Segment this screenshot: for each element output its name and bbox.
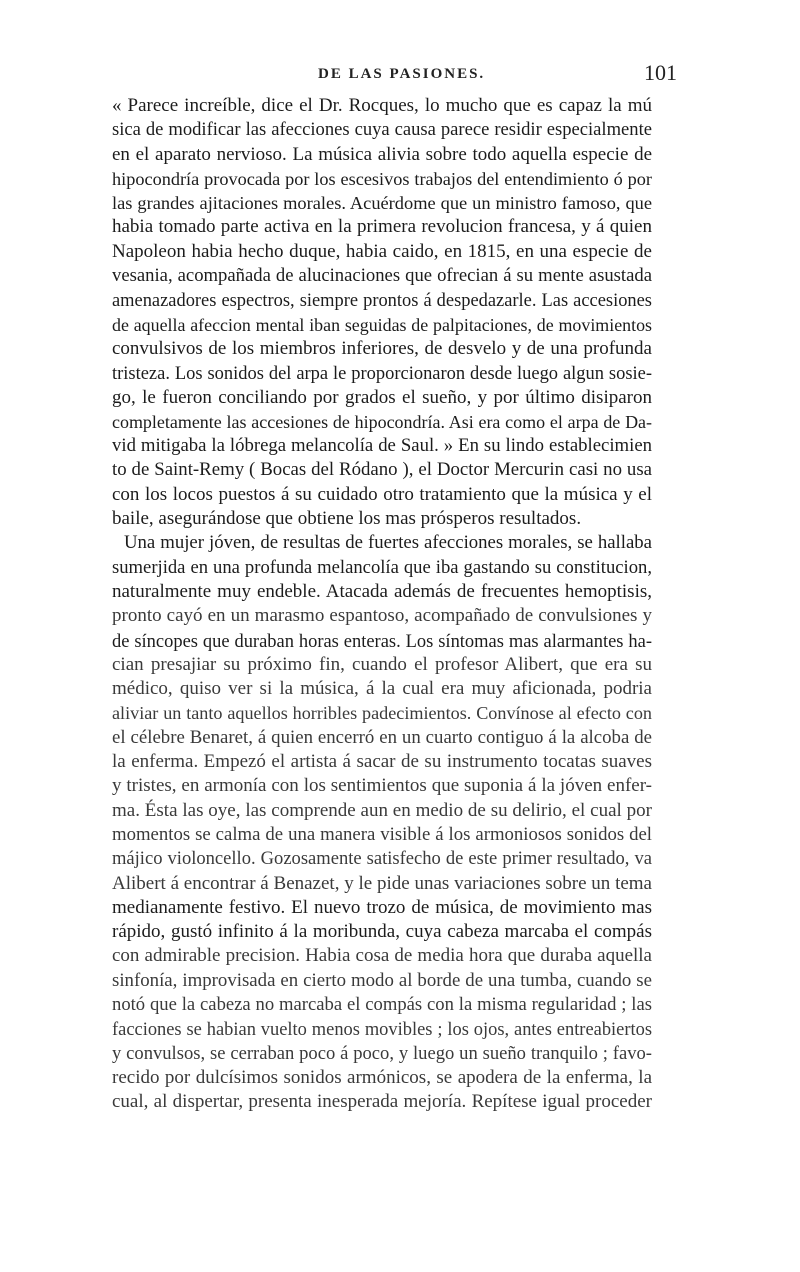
text-line: vesania, acompañada de alucinaciones que ofrecian á su mente asustada — [112, 265, 652, 287]
text-line: momentos se calma de una manera visible á los armoniosos sonidos del — [112, 823, 652, 845]
paragraph-1 — [112, 94, 652, 531]
text-line: sinfonía, improvisada en cierto modo al borde de una tumba, cuando se — [112, 969, 652, 991]
text-line: y tristes, en armonía con los sentimientos que suponia á la jóven enfer- — [112, 775, 652, 797]
text-line: facciones se habian vuelto menos movibles ; los ojos, antes entreabiertos — [112, 1019, 652, 1040]
text-line: con admirable precision. Habia cosa de media hora que duraba aquella — [112, 945, 652, 967]
text-line: « Parece increíble, dice el Dr. Rocques, lo mucho que es capaz la mú — [112, 95, 652, 116]
text-line: tristeza. Los sonidos del arpa le proporcionaron desde luego algun sosie- — [112, 363, 652, 384]
text-line: sumerjida en una profunda melancolía que iba gastando su constitucion, — [112, 556, 652, 578]
text-line: ma. Ésta las oye, las comprende aun en medio de su delirio, el cual por — [112, 799, 652, 821]
text-line: completamente las accesiones de hipocondría. Asi era como el arpa de Da- — [112, 411, 652, 432]
text-line: de aquella afeccion mental iban seguidas de palpitaciones, de movimientos — [112, 314, 652, 335]
text-line: amenazadores espectros, siempre prontos á despedazarle. Las accesiones — [112, 290, 652, 311]
text-line: Una mujer jóven, de resultas de fuertes afecciones morales, se hallaba — [124, 532, 652, 554]
page-number: 101 — [644, 60, 677, 85]
text-line: habia tomado parte activa en la primera revolucion francesa, y á quien — [112, 216, 652, 238]
text-line: sica de modificar las afecciones cuya causa parece residir especialmente — [112, 119, 652, 141]
text-line: to de Saint-Remy ( Bocas del Ródano ), el Doctor Mercurin casi no usa — [112, 459, 652, 481]
text-line: con los locos puestos á su cuidado otro tratamiento que la música y el — [112, 483, 652, 505]
text-line: pronto cayó en un marasmo espantoso, acompañado de convulsiones y — [112, 605, 652, 627]
text-line: recido por dulcísimos sonidos armónicos, se apodera de la enferma, la — [112, 1066, 652, 1088]
running-head: DE LAS PASIONES. — [318, 66, 486, 82]
text-line: el célebre Benaret, á quien encerró en un cuarto contiguo á la alcoba de — [112, 726, 652, 748]
text-line: cual, al dispertar, presenta inesperada mejoría. Repítese igual proceder — [112, 1091, 652, 1113]
text-line: májico violoncello. Gozosamente satisfecho de este primer resultado, va — [112, 848, 652, 870]
text-line: hipocondría provocada por los escesivos trabajos del entendimiento ó por — [112, 168, 652, 189]
text-line: convulsivos de los miembros inferiores, de desvelo y de una profunda — [112, 337, 652, 359]
text-line: las grandes ajitaciones morales. Acuérdome que un ministro famoso, que — [112, 193, 652, 214]
body-text — [112, 94, 652, 1114]
text-line: rápido, gustó infinito á la moribunda, cuya cabeza marcaba el compás — [112, 921, 652, 943]
text-line: y convulsos, se cerraban poco á poco, y luego un sueño tranquilo ; favo- — [112, 1042, 652, 1064]
text-line: medianamente festivo. El nuevo trozo de música, de movimiento mas — [112, 896, 652, 918]
text-line: notó que la cabeza no marcaba el compás con la misma regularidad ; las — [112, 993, 652, 1015]
text-line: go, le fueron conciliando por grados el sueño, y por último disiparon — [112, 386, 652, 408]
text-line: cian presajiar su próximo fin, cuando el profesor Alibert, que era su — [112, 653, 652, 675]
text-line: la enferma. Empezó el artista á sacar de su instrumento tocatas suaves — [112, 751, 652, 773]
text-line: médico, quiso ver si la música, á la cual era muy aficionada, podria — [112, 678, 652, 700]
text-line: vid mitigaba la lóbrega melancolía de Saul. » En su lindo establecimien — [112, 435, 652, 457]
text-line: aliviar un tanto aquellos horribles padecimientos. Convínose al efecto con — [112, 703, 652, 724]
text-line: de síncopes que duraban horas enteras. Los síntomas mas alarmantes ha- — [112, 630, 652, 651]
text-line: naturalmente muy endeble. Atacada además de frecuentes hemoptisis, — [112, 580, 652, 602]
text-line: en el aparato nervioso. La música alivia sobre todo aquella especie de — [112, 143, 652, 165]
text-line: Alibert á encontrar á Benazet, y le pide unas variaciones sobre un tema — [112, 872, 652, 894]
paragraph-2 — [112, 531, 652, 1114]
text-line: baile, asegurándose que obtiene los mas prósperos resultados. — [112, 508, 582, 530]
text-line: Napoleon habia hecho duque, habia caido, en 1815, en una especie de — [112, 240, 652, 262]
